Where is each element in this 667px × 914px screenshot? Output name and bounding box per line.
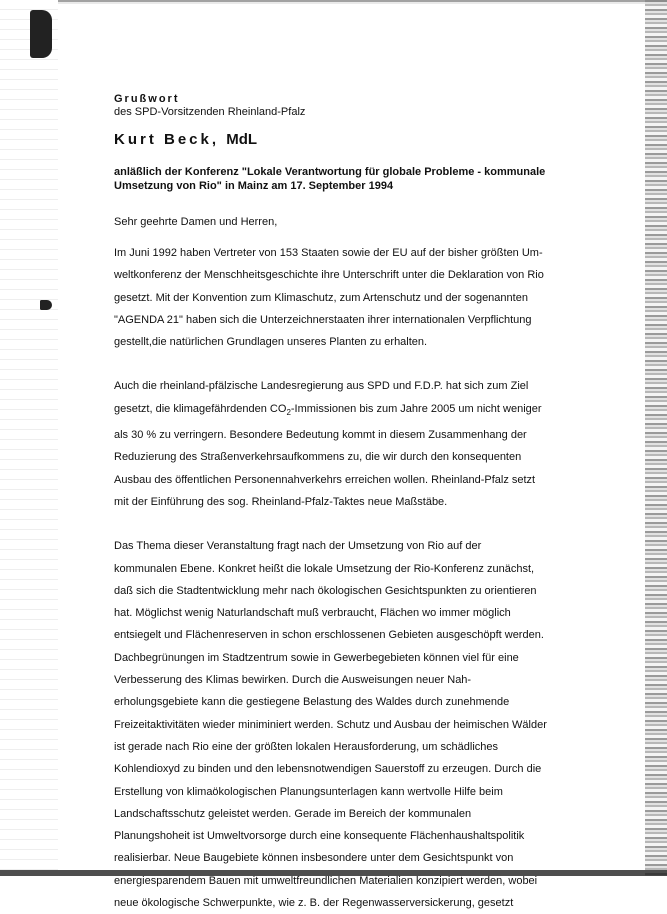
- text-line: entsiegelt und Flächenreserven in schon erschlossenen Gebieten ausgeschöpft werden.: [114, 629, 544, 642]
- text-line: neue ökologische Schwerpunkte, wie z. B. der Regenwasserversickerung, gesetzt: [114, 897, 514, 910]
- text-line: Freizeitaktivitäten wieder miniminiert werden. Schutz und Ausbau der heimischen Wälder: [114, 718, 547, 731]
- paragraph-1: [114, 242, 624, 353]
- paragraph-3: [114, 535, 624, 914]
- text-line: Landschaftsschutz geleistet werden. Gerade im Bereich der kommunalen: [114, 807, 472, 820]
- text-line: kommunalen Ebene. Konkret heißt die lokale Umsetzung der Rio-Konferenz zunächst,: [114, 562, 535, 575]
- occasion-line: anläßlich der Konferenz "Lokale Verantwortung für globale Probleme - kommunale: [114, 166, 546, 178]
- text-line: gestellt,die natürlichen Grundlagen unseres Planten zu erhalten.: [114, 336, 428, 349]
- text-line: Planungshoheit ist Umweltvorsorge durch eine konsequente Flächenhaushaltspolitik: [114, 830, 525, 843]
- author-name-text: Kurt Beck,: [114, 131, 220, 148]
- text-line: Auch die rheinland-pfälzische Landesregierung aus SPD und F.D.P. hat sich zum Ziel: [114, 380, 529, 393]
- text-line: gesetzt. Mit der Konvention zum Klimaschutz, zum Artenschutz und der sogenannten: [114, 291, 528, 304]
- text-line: hat. Möglichst wenig Naturlandschaft muß verbraucht, Flächen wo immer möglich: [114, 607, 511, 620]
- scan-top-edge: [0, 0, 667, 12]
- occasion-line: Umsetzung von Rio" in Mainz am 17. September 1994: [114, 180, 394, 192]
- text-line: Das Thema dieser Veranstaltung fragt nach der Umsetzung von Rio auf der: [114, 540, 482, 553]
- text-line: weltkonferenz der Menschheitsgeschichte ihre Unterschrift unter die Deklaration von Rio: [114, 269, 544, 282]
- text-fragment: gesetzt, die klimagefährdenden CO: [114, 402, 287, 415]
- text-fragment: -Immissionen bis zum Jahre 2005 um nicht weniger: [290, 402, 542, 415]
- scan-right-edge: [645, 0, 667, 876]
- letter-heading: Grußwort: [114, 93, 180, 105]
- text-line: daß sich die Stadtentwicklung mehr nach ökologischen Gesichtspunkten zu orientieren: [114, 584, 537, 597]
- text-line: realisierbar. Neue Baugebiete können insbesondere unter dem Gesichtspunkt von: [114, 852, 514, 865]
- text-line: Reduzierung des Straßenverkehrsaufkommens zu, die wir durch den konsequenten: [114, 451, 522, 464]
- text-line: "AGENDA 21" haben sich die Unterzeichnerstaaten ihrer internationalen Verpflichtung: [114, 313, 532, 326]
- scan-blot: [40, 300, 52, 310]
- text-line: ist gerade nach Rio eine der größten lokalen Herausforderung, um schädliches: [114, 740, 498, 753]
- text-line: Ausbau des öffentlichen Personennahverkehrs erreichen wollen. Rheinland-Pfalz setzt: [114, 473, 536, 486]
- text-line-co2: [114, 398, 624, 424]
- scan-left-margin: [0, 0, 58, 876]
- text-line: Im Juni 1992 haben Vertreter von 153 Staaten sowie der EU auf der bisher größten Um-: [114, 247, 543, 259]
- text-line: energiesparendem Bauen mit umweltfreundlichen Materialien konzipiert werden, wobei: [114, 874, 538, 887]
- scan-blot: [30, 10, 52, 58]
- letter-subheading: des SPD-Vorsitzenden Rheinland-Pfalz: [114, 106, 306, 118]
- text-line: Kohlendioxyd zu binden und den lebensnotwendigen Sauerstoff zu erzeugen. Durch die: [114, 763, 542, 776]
- occasion-text: [114, 165, 614, 193]
- text-line: mit der Einführung des sog. Rheinland-Pfalz-Taktes neue Maßstäbe.: [114, 495, 448, 508]
- text-line: Dachbegrünungen im Stadtzentrum sowie in Gewerbegebieten können viel für eine: [114, 651, 519, 664]
- letter-page: [114, 93, 624, 914]
- author-title: MdL: [226, 131, 258, 148]
- text-line: als 30 % zu verringern. Besondere Bedeutung kommt in diesem Zusammenhang der: [114, 429, 527, 442]
- text-line: Erstellung von klimaökologischen Planungsunterlagen kann wertvolle Hilfe beim: [114, 785, 503, 798]
- paragraph-2: [114, 375, 624, 513]
- text-line: erholungsgebiete kann die gestiegene Belastung des Waldes durch zunehmende: [114, 696, 510, 709]
- subscript: 2: [286, 407, 291, 417]
- text-line: Verbesserung des Klimas bewirken. Durch die Ausweisungen neuer Nah-: [114, 674, 472, 687]
- author-name: [114, 131, 624, 149]
- salutation: Sehr geehrte Damen und Herren,: [114, 216, 278, 228]
